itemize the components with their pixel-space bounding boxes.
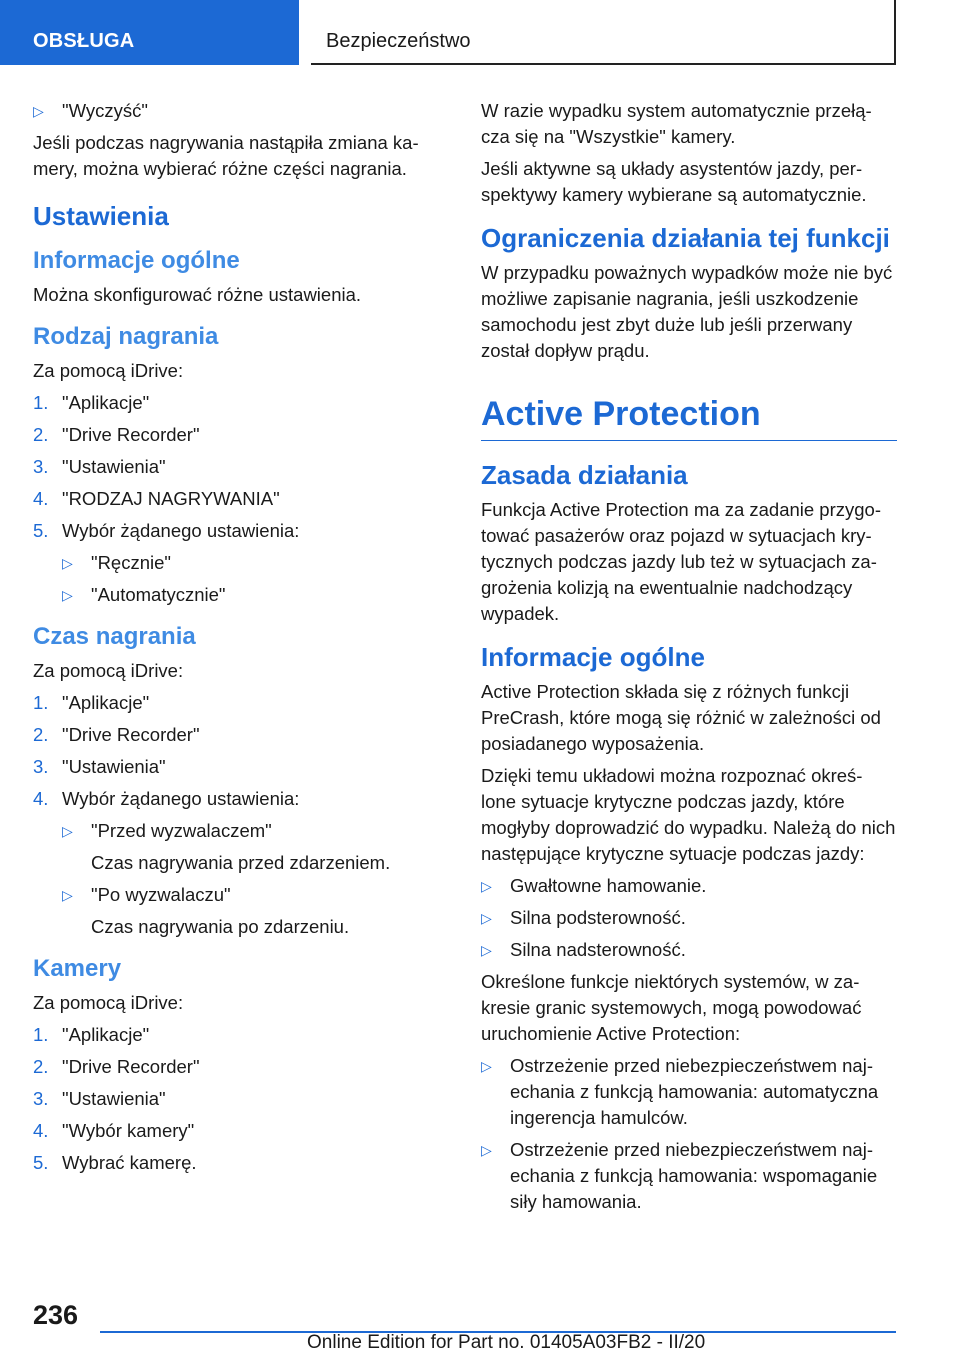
paragraph: Za pomocą iDrive: [33, 660, 184, 681]
list-item: ▷ "Ręcznie" [62, 550, 428, 576]
options-list [62, 550, 428, 608]
list-item: 4. Wybór żądanego ustawienia: ▷ "Przed wyzwalaczem" Czas nagrywania przed zdarzeniem. ▷ "Po wyzwalaczu" Czas nagrywania po zdarzeniu. [33, 786, 428, 940]
paragraph: Funkcja Active Protection ma za zadanie przygo-tować pasażerów oraz pojazd w sytuacjach kry-tycznych podczas jazdy lub też w sytuacjach za-grożenia kolizją na ewentualnie nadchodzący wypadek. [481, 499, 881, 624]
header-chapter-label: Bezpieczeństwo [326, 30, 471, 52]
triggers-list [481, 1053, 897, 1215]
list-item: ▷ "Po wyzwalaczu" Czas nagrywania po zdarzeniu. [62, 882, 428, 940]
list-item: ▷ Ostrzeżenie przed niebezpieczeństwem naj-echania z funkcją hamowania: automatyczna ingerencja hamulców. [481, 1055, 879, 1128]
list-item: 3. "Ustawienia" [33, 756, 166, 777]
paragraph: Za pomocą iDrive: [33, 992, 184, 1013]
paragraph: Dzięki temu układowi można rozpoznać okreś-lone sytuacje krytyczne podczas jazdy, które mogłyby doprowadzić do wypadku. Należą do nich następujące krytyczne sytuacje podczas jazdy: [481, 765, 896, 864]
subsection-title-recording-time: Czas nagrania [33, 623, 196, 650]
page-number: 236 [33, 1300, 79, 1330]
bullet-list [33, 98, 428, 124]
triangle-right-icon: ▷ [481, 1142, 492, 1158]
subsection-title-limits: Ograniczenia działania tej funkcji [481, 223, 890, 253]
paragraph: Za pomocą iDrive: [33, 360, 184, 381]
list-item: 3. "Ustawienia" [33, 456, 166, 477]
triangle-right-icon: ▷ [62, 823, 73, 839]
list-item: ▷ Silna podsterowność. [481, 905, 897, 931]
steps-cameras [33, 1022, 428, 1176]
right-column [481, 98, 897, 1221]
section-title-settings: Ustawienia [33, 201, 169, 231]
list-item: 1. "Aplikacje" [33, 692, 150, 713]
triangle-right-icon: ▷ [62, 587, 73, 603]
options-list [62, 818, 428, 940]
list-item: 3. "Ustawienia" [33, 1088, 166, 1109]
paragraph: Można skonfigurować różne ustawienia. [33, 284, 362, 305]
subsection-title-principle: Zasada działania [481, 460, 688, 490]
list-item: ▷ Silna nadsterowność. [481, 937, 897, 963]
paragraph: W przypadku poważnych wypadków może nie być możliwe zapisanie nagrania, jeśli uszkodzenie samochodu jest zbyt duże lub jeśli przerwany został dopływ prądu. [481, 262, 893, 361]
list-item: ▷ Gwałtowne hamowanie. [481, 873, 897, 899]
list-item: ▷ "Automatycznie" [62, 582, 428, 608]
option-note: Czas nagrywania po zdarzeniu. [91, 916, 350, 937]
header-section-tab [0, 0, 299, 65]
list-item: 1. "Aplikacje" [33, 392, 150, 413]
list-item: 2. "Drive Recorder" [33, 1056, 200, 1077]
list-item: 4. "Wybór kamery" [33, 1120, 195, 1141]
triangle-right-icon: ▷ [481, 910, 492, 926]
list-item: 5. Wybór żądanego ustawienia: ▷ "Ręcznie" ▷ "Automatycznie" [33, 518, 428, 608]
triangle-right-icon: ▷ [62, 555, 73, 571]
paragraph: W razie wypadku system automatycznie przełą-cza się na "Wszystkie" kamery. [481, 100, 872, 147]
list-item: ▷ "Wyczyść" [33, 98, 428, 124]
situations-list [481, 873, 897, 963]
header-chapter-box [311, 0, 896, 65]
list-item: 2. "Drive Recorder" [33, 724, 200, 745]
list-item: 4. "RODZAJ NAGRYWANIA" [33, 488, 280, 509]
subsection-title-general: Informacje ogólne [481, 642, 705, 672]
paragraph: Określone funkcje niektórych systemów, w za-kresie granic systemowych, mogą powodować uruchomienie Active Protection: [481, 971, 862, 1044]
triangle-right-icon: ▷ [33, 103, 44, 119]
option-note: Czas nagrywania przed zdarzeniem. [91, 852, 391, 873]
chapter-title: Active Protection [481, 392, 897, 441]
subsection-title-general: Informacje ogólne [33, 247, 240, 274]
steps-recording-time [33, 690, 428, 940]
header-section-label: OBSŁUGA [33, 30, 135, 52]
triangle-right-icon: ▷ [481, 878, 492, 894]
paragraph: Active Protection składa się z różnych funkcji PreCrash, które mogą się różnić w zależności od posiadanego wyposażenia. [481, 681, 881, 754]
list-item: 5. Wybrać kamerę. [33, 1152, 197, 1173]
triangle-right-icon: ▷ [62, 887, 73, 903]
list-item: 1. "Aplikacje" [33, 1024, 150, 1045]
paragraph: Jeśli aktywne są układy asystentów jazdy, per-spektywy kamery wybierane są automatycznie. [481, 158, 867, 205]
paragraph: Jeśli podczas nagrywania nastąpiła zmiana ka-mery, można wybierać różne części nagrania. [33, 132, 419, 179]
triangle-right-icon: ▷ [481, 942, 492, 958]
left-column [33, 98, 428, 1182]
list-item: ▷ "Przed wyzwalaczem" Czas nagrywania przed zdarzeniem. [62, 818, 428, 876]
list-item: ▷ Ostrzeżenie przed niebezpieczeństwem naj-echania z funkcją hamowania: wspomaganie siły hamowania. [481, 1139, 878, 1212]
subsection-title-cameras: Kamery [33, 955, 122, 982]
subsection-title-recording-type: Rodzaj nagrania [33, 323, 219, 350]
steps-recording-type [33, 390, 428, 608]
list-item: 2. "Drive Recorder" [33, 424, 200, 445]
triangle-right-icon: ▷ [481, 1058, 492, 1074]
footer-edition: Online Edition for Part no. 01405A03FB2 - II/20 [307, 1332, 706, 1353]
